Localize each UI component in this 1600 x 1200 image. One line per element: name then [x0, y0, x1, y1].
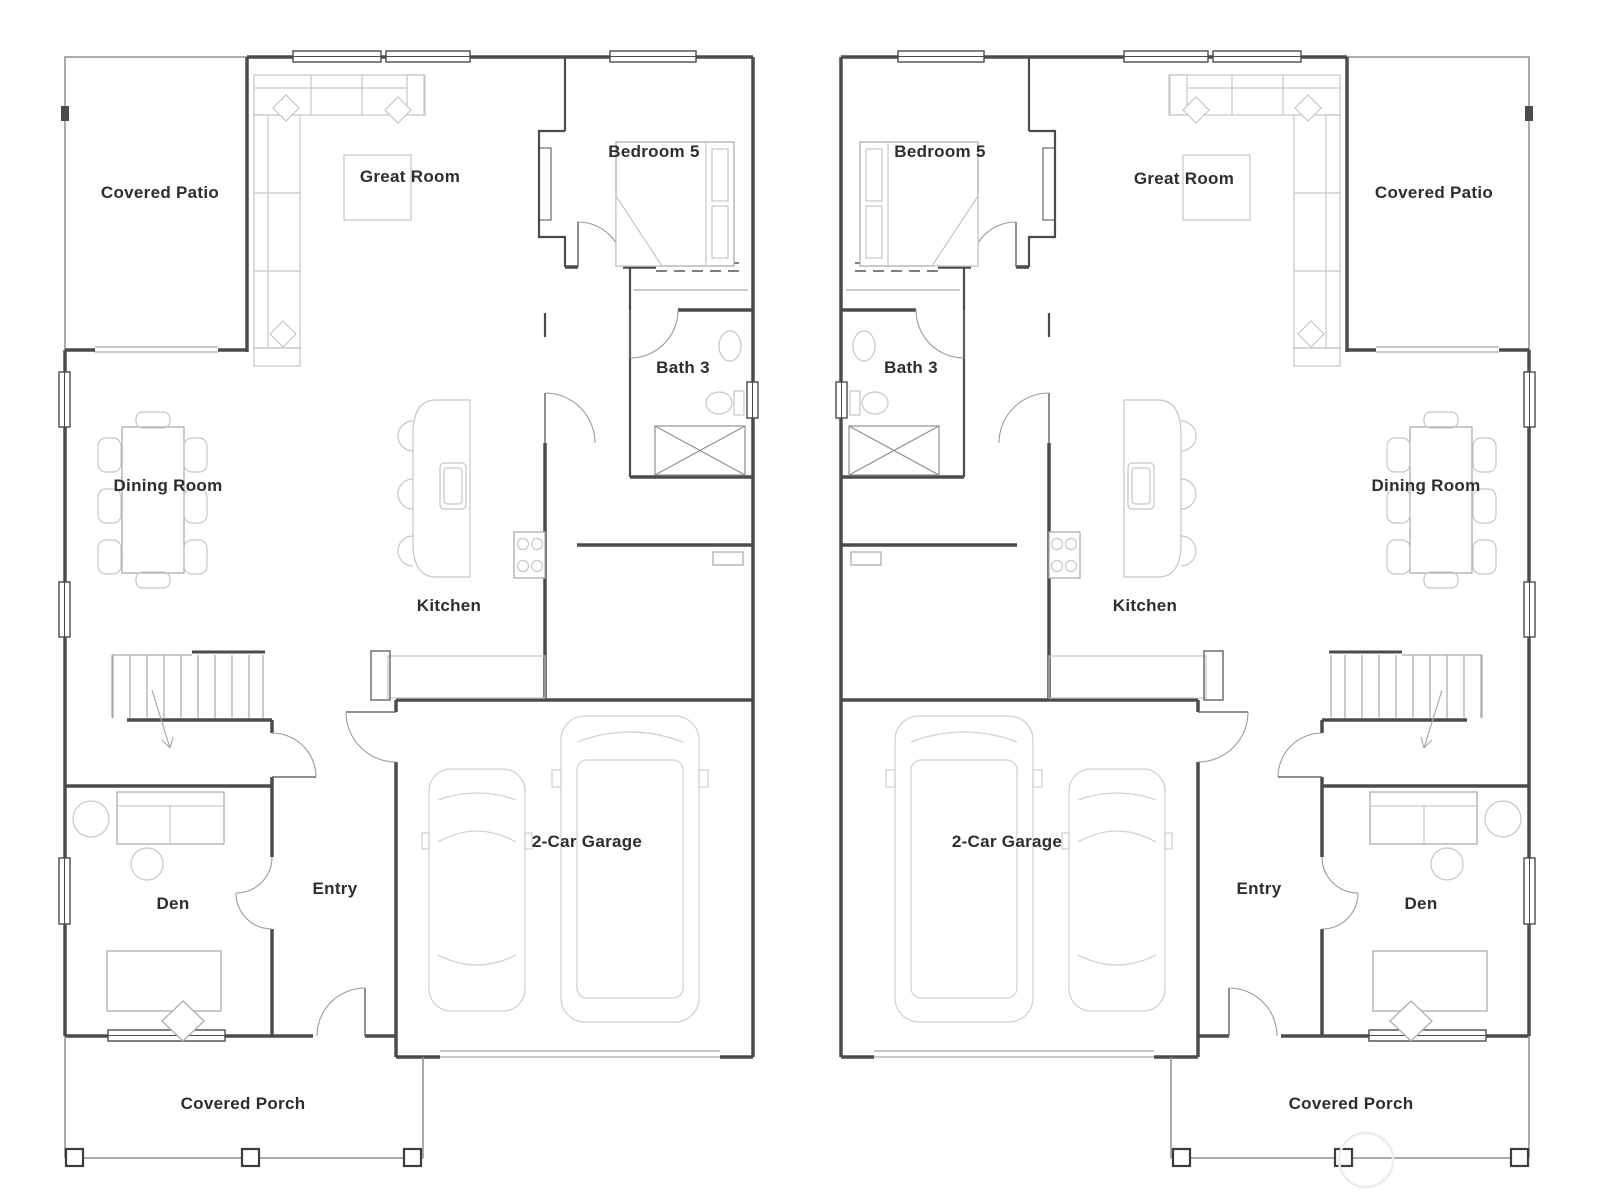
room-label-kitchen-left: Kitchen	[416, 596, 482, 615]
room-label-covered-porch-right: Covered Porch	[1288, 1094, 1414, 1113]
room-label-dining-room-left: Dining Room	[113, 476, 223, 495]
room-label-bedroom5-right: Bedroom 5	[894, 142, 986, 161]
room-label-bath3-right: Bath 3	[884, 358, 938, 377]
room-label-great-room-right: Great Room	[1133, 169, 1235, 188]
room-label-garage-right: 2-Car Garage	[951, 832, 1063, 851]
room-label-great-room-left: Great Room	[359, 167, 461, 186]
room-label-dining-room-right: Dining Room	[1371, 476, 1481, 495]
room-label-entry-left: Entry	[312, 879, 358, 898]
room-label-garage-left: 2-Car Garage	[531, 832, 643, 851]
room-label-bedroom5-left: Bedroom 5	[608, 142, 700, 161]
room-label-covered-patio-right: Covered Patio	[1374, 183, 1494, 202]
room-label-covered-patio-left: Covered Patio	[100, 183, 220, 202]
room-label-covered-porch-left: Covered Porch	[180, 1094, 306, 1113]
room-label-kitchen-right: Kitchen	[1112, 596, 1178, 615]
room-label-den-left: Den	[156, 894, 190, 913]
room-label-den-right: Den	[1404, 894, 1438, 913]
room-label-bath3-left: Bath 3	[656, 358, 710, 377]
plan-right-geometry	[836, 51, 1535, 1166]
room-label-entry-right: Entry	[1236, 879, 1282, 898]
plan-left-geometry	[59, 51, 758, 1166]
